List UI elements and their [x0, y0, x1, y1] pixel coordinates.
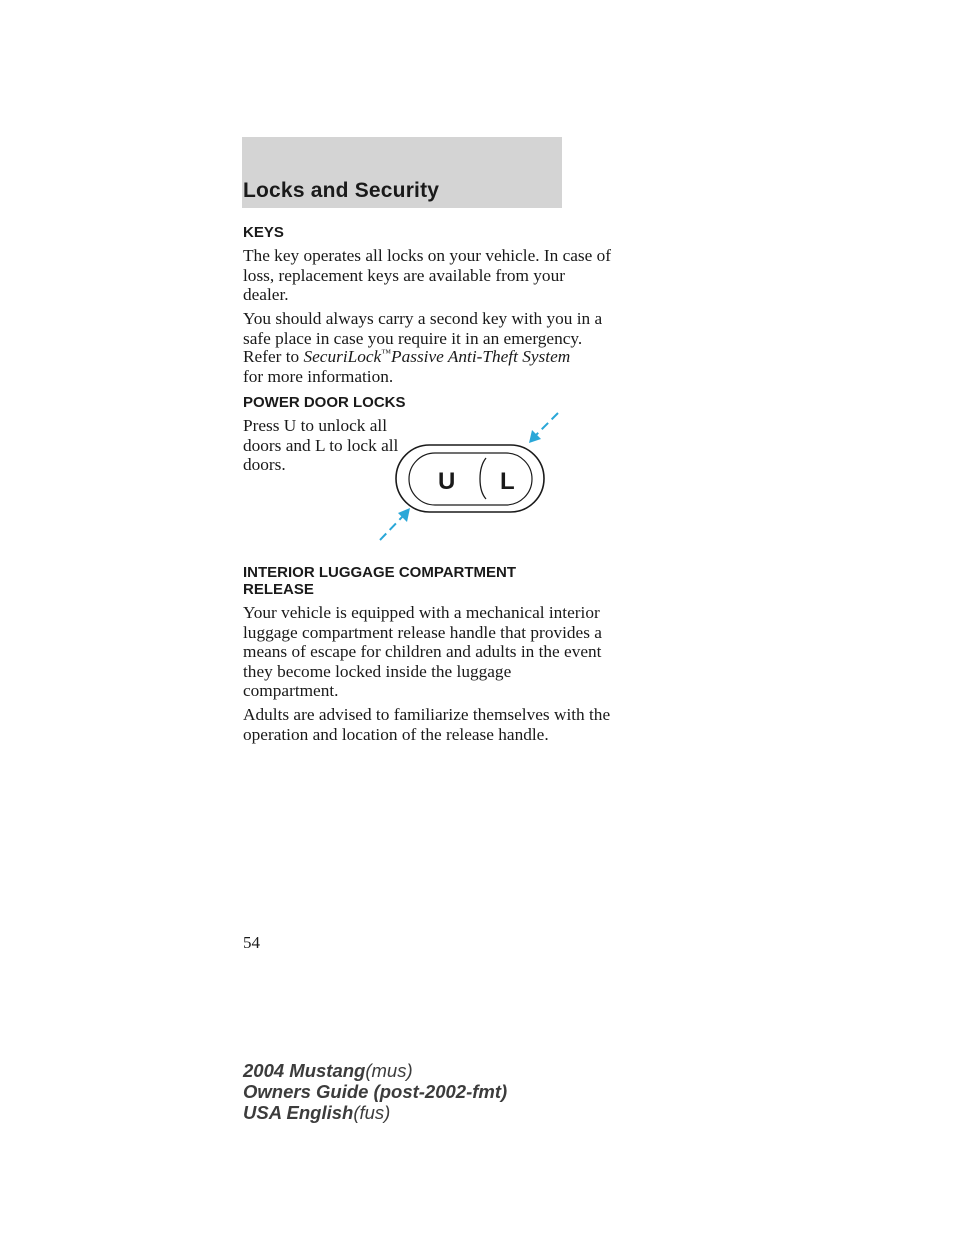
keys-paragraph-1: The key operates all locks on your vehicle. In case of loss, replacement keys are available from your dealer.: [243, 246, 612, 304]
footer-model-code: (mus): [365, 1060, 413, 1081]
section-title: Locks and Security: [243, 179, 440, 202]
footer-language: USA English: [243, 1102, 354, 1123]
keys-paragraph-2: You should always carry a second key with you in a safe place in case you require it in an emergency.: [243, 309, 603, 348]
luggage-release-paragraph-1: Your vehicle is equipped with a mechanical interior luggage compartment release handle that provides a means of escape for children and adults in the event they become locked inside the luggage compartment.: [243, 603, 602, 700]
arrow-upper-head-icon: [529, 430, 541, 443]
arrow-lower-line: [380, 516, 403, 540]
keys-heading: KEYS: [243, 224, 284, 241]
power-door-locks-text: Press U to unlock all doors and L to lock all doors.: [243, 416, 399, 474]
power-door-locks-heading: POWER DOOR LOCKS: [243, 394, 406, 411]
page-number: 54: [243, 933, 260, 952]
document-footer: [243, 1060, 507, 1123]
lock-label: L: [500, 468, 515, 495]
arrow-upper-line: [535, 413, 558, 436]
securilock-term: SecuriLock: [303, 347, 382, 366]
trademark-symbol: ™: [381, 348, 392, 359]
switch-outer-outline: [396, 445, 544, 512]
power-lock-switch-diagram: [370, 408, 565, 546]
footer-guide: Owners Guide (post-2002-fmt): [243, 1081, 508, 1102]
passive-anti-theft-term: Passive Anti-Theft System: [391, 347, 571, 366]
footer-language-code: (fus): [353, 1102, 391, 1123]
unlock-label: U: [438, 468, 456, 495]
footer-model: 2004 Mustang: [243, 1060, 366, 1081]
luggage-release-heading: INTERIOR LUGGAGE COMPARTMENT RELEASE: [243, 564, 517, 598]
luggage-release-paragraph-2: Adults are advised to familiarize themselves with the operation and location of the release handle.: [243, 705, 611, 744]
keys-refer-paragraph: Refer to SecuriLock™Passive Anti-Theft System for more information.: [243, 347, 571, 386]
